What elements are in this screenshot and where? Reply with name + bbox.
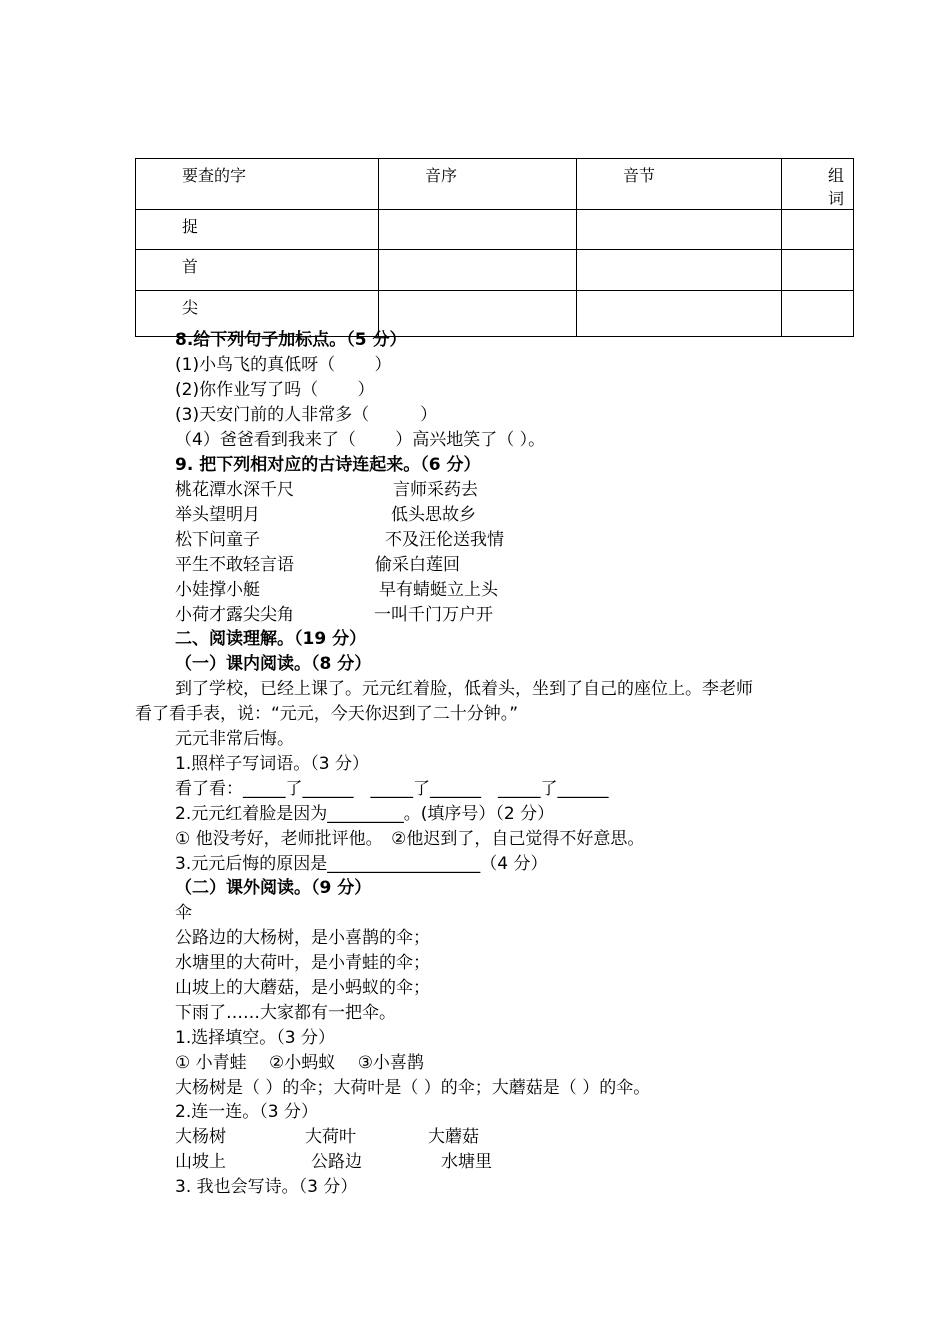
poem-right-line: 不及汪伦送我情 (385, 530, 504, 550)
poem-left-line: 小荷才露尖尖角 (175, 605, 294, 625)
poem-title: 伞 (175, 903, 192, 923)
match-item: 大杨树 (175, 1127, 226, 1147)
poem-line: 下雨了……大家都有一把伞。 (175, 1003, 396, 1023)
table-header-cell: 组词 (782, 159, 854, 210)
q8-item: （4）爸爸看到我来了（ ）高兴地笑了（ ）。 (175, 430, 546, 450)
table-cell (782, 291, 854, 337)
poem-left-line: 举头望明月 (175, 505, 260, 525)
table-cell-char: 首 (136, 250, 379, 291)
poem-left-line: 松下问童子 (175, 530, 260, 550)
table-header-cell: 要查的字 (136, 159, 379, 210)
poem-right-line: 言师采药去 (393, 480, 478, 500)
part2-q1: 1.选择填空。（3 分） (175, 1028, 335, 1048)
part1-q1-blanks: 看了看：_____了______ _____了______ _____了______ (175, 779, 609, 799)
table-cell (577, 210, 782, 250)
table-row (136, 250, 854, 291)
poem-right-line: 低头思故乡 (391, 505, 476, 525)
passage-line: 元元非常后悔。 (175, 729, 294, 749)
poem-left-line: 小娃撑小艇 (175, 580, 260, 600)
table-header-cell: 音序 (379, 159, 577, 210)
part1-q3: 3.元元后悔的原因是__________________（4 分） (175, 854, 548, 874)
table-cell (782, 210, 854, 250)
part2-q3: 3. 我也会写诗。（3 分） (175, 1177, 358, 1197)
match-item: 水塘里 (441, 1152, 492, 1172)
q8-item: (3)天安门前的人非常多（ ） (175, 405, 438, 425)
match-item: 公路边 (311, 1152, 362, 1172)
poem-line: 公路边的大杨树，是小喜鹊的伞； (175, 928, 430, 948)
q8-item: (2)你作业写了吗（ ） (175, 380, 375, 400)
table-cell-char: 尖 (136, 291, 379, 337)
table-cell (379, 291, 577, 337)
poem-right-line: 早有蜻蜓立上头 (379, 580, 498, 600)
match-item: 大荷叶 (305, 1127, 356, 1147)
poem-right-line: 偷采白莲回 (375, 555, 460, 575)
poem-left-line: 平生不敢轻言语 (175, 555, 294, 575)
reading-title: 二、阅读理解。（19 分） (175, 629, 367, 649)
part2-q1-fill: 大杨树是（ ）的伞；大荷叶是（ ）的伞；大蘑菇是（ ）的伞。 (175, 1078, 651, 1098)
table-cell (782, 250, 854, 291)
q9-title: 9. 把下列相对应的古诗连起来。（6 分） (175, 455, 481, 475)
passage-line: 看了看手表，说：“元元，今天你迟到了二十分钟。” (135, 704, 519, 724)
poem-left-line: 桃花潭水深千尺 (175, 480, 294, 500)
part2-q1-options: ① 小青蛙 ②小蚂蚁 ③小喜鹊 (175, 1053, 424, 1073)
part2-title: （二）课外阅读。（9 分） (175, 878, 372, 898)
match-item: 大蘑菇 (428, 1127, 479, 1147)
part2-q2: 2.连一连。（3 分） (175, 1102, 318, 1122)
q8-title: 8.给下列句子加标点。（5 分） (175, 330, 407, 350)
part1-q1: 1.照样子写词语。（3 分） (175, 754, 369, 774)
poem-line: 山坡上的大蘑菇，是小蚂蚁的伞； (175, 978, 430, 998)
q8-item: (1)小鸟飞的真低呀（ ） (175, 355, 392, 375)
passage-line: 到了学校，已经上课了。元元红着脸，低着头，坐到了自己的座位上。李老师 (175, 679, 753, 699)
poem-right-line: 一叫千门万户开 (374, 605, 493, 625)
table-cell (577, 291, 782, 337)
part1-title: （一）课内阅读。（8 分） (175, 654, 372, 674)
table-header-cell: 音节 (577, 159, 782, 210)
part1-q2: 2.元元红着脸是因为_________。(填序号）（2 分） (175, 804, 555, 824)
table-row (136, 210, 854, 250)
table-header-row (136, 159, 854, 210)
match-item: 山坡上 (175, 1152, 226, 1172)
table-cell (379, 210, 577, 250)
dictionary-table (135, 158, 854, 337)
table-cell (577, 250, 782, 291)
poem-line: 水塘里的大荷叶，是小青蛙的伞； (175, 953, 430, 973)
table-cell (379, 250, 577, 291)
table-cell-char: 捉 (136, 210, 379, 250)
part1-q2-options: ① 他没考好，老师批评他。 ②他迟到了，自己觉得不好意思。 (175, 829, 645, 849)
